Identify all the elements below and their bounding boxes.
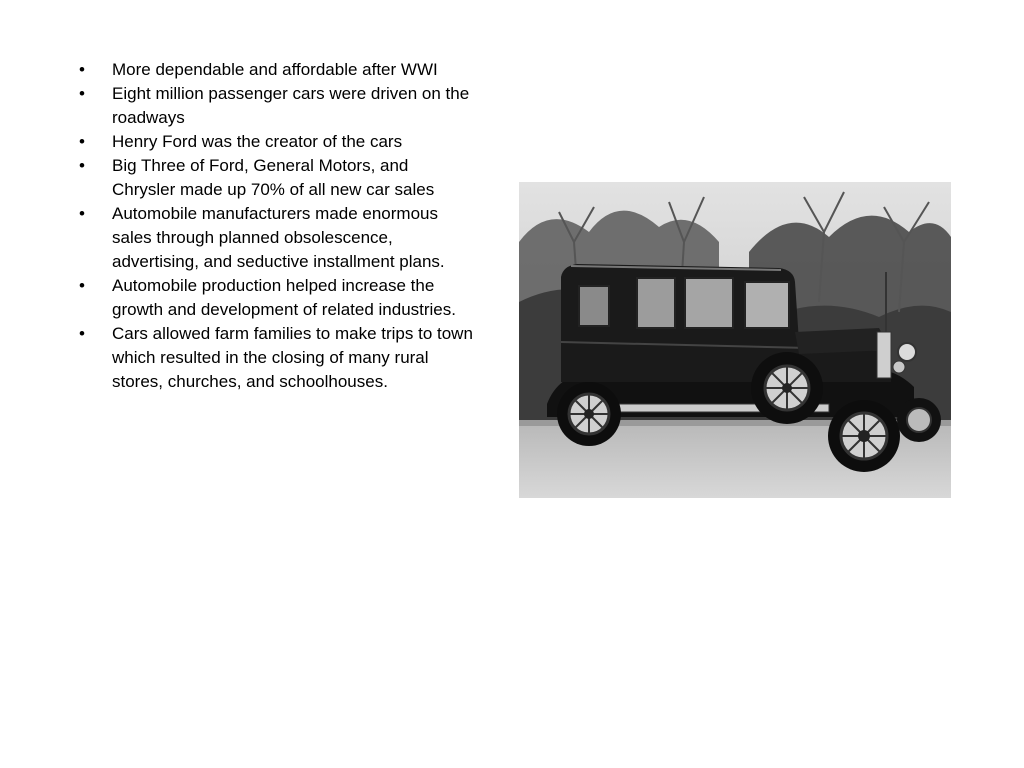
bullet-item <box>76 58 476 82</box>
bullet-item <box>76 154 476 202</box>
car-illustration <box>519 182 951 498</box>
bullet-item <box>76 202 476 274</box>
bullet-item <box>76 82 476 130</box>
bullet-list <box>76 58 476 394</box>
bullet-item <box>76 274 476 322</box>
bullet-icon: • <box>79 204 85 223</box>
bullet-text: Cars allowed farm families to make trips to town which resulted in the closing of many rural stores, churches, and schoolhouses. <box>112 324 473 391</box>
bullet-item <box>76 130 476 154</box>
bullet-icon: • <box>79 324 85 343</box>
bullet-icon: • <box>79 84 85 103</box>
bullet-text: More dependable and affordable after WWI <box>112 60 438 79</box>
bullet-text: Automobile production helped increase the growth and development of related industries. <box>112 276 456 319</box>
bullet-text: Eight million passenger cars were driven on the roadways <box>112 84 470 127</box>
bullet-text: Big Three of Ford, General Motors, and Chrysler made up 70% of all new car sales <box>112 156 435 199</box>
bullet-text: Automobile manufacturers made enormous sales through planned obsolescence, advertising, and seductive installment plans. <box>112 204 445 271</box>
bullet-text: Henry Ford was the creator of the cars <box>112 132 403 151</box>
bullet-icon: • <box>79 132 85 151</box>
bullet-icon: • <box>79 276 85 295</box>
bullet-item <box>76 322 476 394</box>
vintage-car-photo <box>519 182 951 498</box>
bullet-icon: • <box>79 156 85 175</box>
bullet-icon: • <box>79 60 85 79</box>
